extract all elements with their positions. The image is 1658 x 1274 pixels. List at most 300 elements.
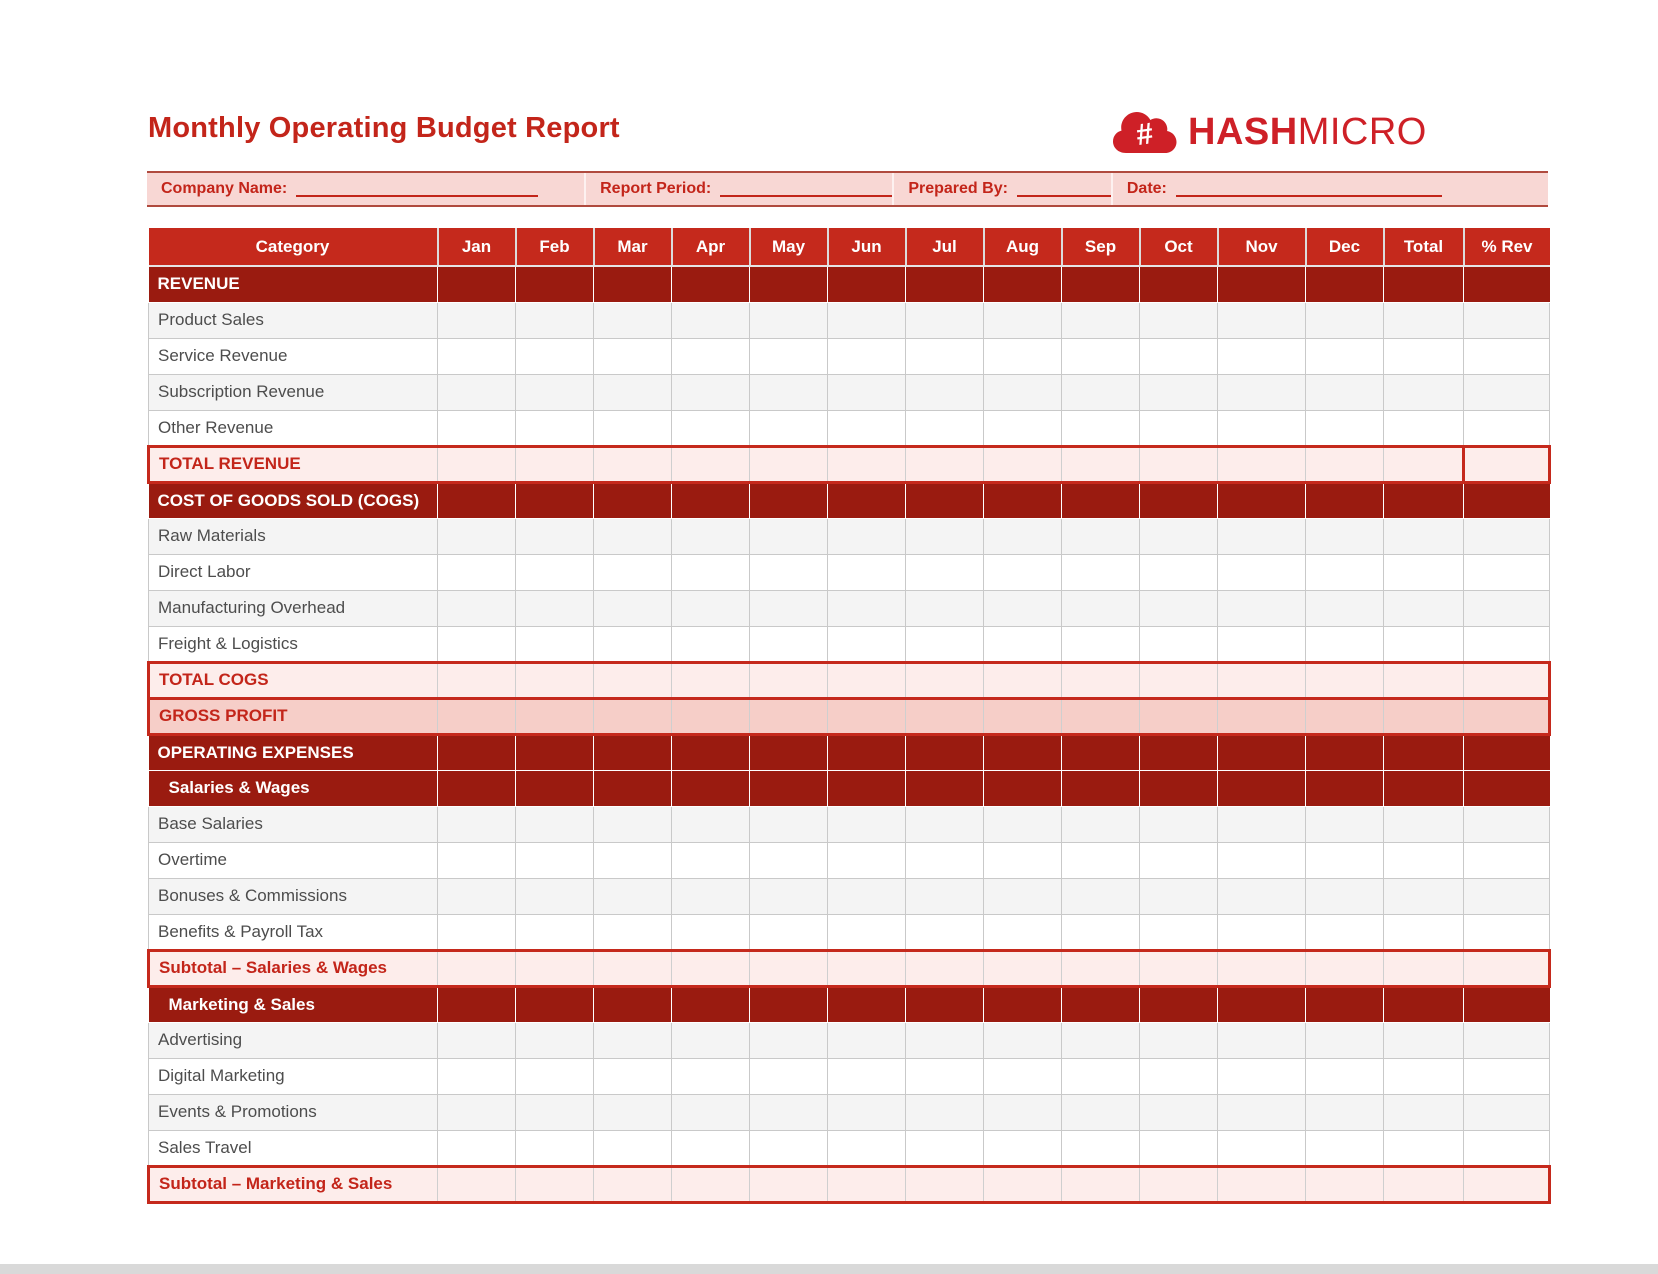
value-cell	[984, 950, 1062, 986]
value-cell	[828, 806, 906, 842]
row-label: Product Sales	[149, 302, 438, 338]
value-cell	[828, 914, 906, 950]
value-cell	[1464, 662, 1550, 698]
value-cell	[438, 302, 516, 338]
value-cell	[672, 410, 750, 446]
value-cell	[438, 878, 516, 914]
value-cell	[594, 302, 672, 338]
value-cell	[672, 518, 750, 554]
value-cell	[672, 914, 750, 950]
row-label: Subtotal – Marketing & Sales	[149, 1166, 438, 1202]
value-cell	[750, 662, 828, 698]
value-cell	[1218, 878, 1306, 914]
value-cell	[828, 950, 906, 986]
value-cell	[594, 1130, 672, 1166]
value-cell	[1384, 986, 1464, 1022]
budget-table	[147, 228, 1551, 1204]
value-cell	[906, 410, 984, 446]
value-cell	[984, 1166, 1062, 1202]
value-cell	[984, 770, 1062, 806]
value-cell	[1306, 662, 1384, 698]
value-cell	[1464, 1022, 1550, 1058]
value-cell	[516, 410, 594, 446]
value-cell	[1464, 950, 1550, 986]
value-cell	[1384, 626, 1464, 662]
row-label: COST OF GOODS SOLD (COGS)	[149, 482, 438, 518]
value-cell	[906, 1022, 984, 1058]
value-cell	[438, 1166, 516, 1202]
table-row-advertising	[149, 1022, 1550, 1058]
value-cell	[1306, 554, 1384, 590]
value-cell	[594, 590, 672, 626]
value-cell	[1464, 1094, 1550, 1130]
value-cell	[750, 266, 828, 302]
value-cell	[594, 374, 672, 410]
value-cell	[1384, 482, 1464, 518]
value-cell	[1464, 986, 1550, 1022]
value-cell	[1218, 1094, 1306, 1130]
value-cell	[1306, 374, 1384, 410]
prepared-by-input[interactable]	[1017, 181, 1111, 197]
value-cell	[1384, 770, 1464, 806]
value-cell	[1140, 626, 1218, 662]
value-cell	[1306, 878, 1384, 914]
value-cell	[1384, 590, 1464, 626]
value-cell	[984, 986, 1062, 1022]
value-cell	[1062, 1058, 1140, 1094]
value-cell	[906, 590, 984, 626]
value-cell	[516, 1166, 594, 1202]
value-cell	[594, 554, 672, 590]
value-cell	[1062, 1022, 1140, 1058]
column-header-jul: Jul	[906, 228, 984, 266]
value-cell	[1218, 266, 1306, 302]
value-cell	[750, 410, 828, 446]
value-cell	[1218, 734, 1306, 770]
value-cell	[1218, 806, 1306, 842]
value-cell	[594, 446, 672, 482]
value-cell	[594, 806, 672, 842]
value-cell	[1306, 1130, 1384, 1166]
table-row-direct-labor	[149, 554, 1550, 590]
value-cell	[1464, 698, 1550, 734]
value-cell	[516, 986, 594, 1022]
column-header-apr: Apr	[672, 228, 750, 266]
column-header--rev: % Rev	[1464, 228, 1550, 266]
value-cell	[438, 662, 516, 698]
value-cell	[906, 842, 984, 878]
value-cell	[1218, 338, 1306, 374]
value-cell	[1062, 770, 1140, 806]
value-cell	[984, 878, 1062, 914]
value-cell	[1464, 374, 1550, 410]
table-row-subtotal-salaries-wages	[149, 950, 1550, 986]
value-cell	[1140, 590, 1218, 626]
value-cell	[594, 338, 672, 374]
value-cell	[906, 698, 984, 734]
value-cell	[1062, 410, 1140, 446]
value-cell	[1218, 698, 1306, 734]
column-header-category: Category	[149, 228, 438, 266]
value-cell	[516, 734, 594, 770]
value-cell	[1464, 338, 1550, 374]
value-cell	[828, 518, 906, 554]
value-cell	[516, 446, 594, 482]
value-cell	[672, 626, 750, 662]
table-row-sales-travel	[149, 1130, 1550, 1166]
table-row-subtotal-marketing-sales	[149, 1166, 1550, 1202]
value-cell	[1140, 266, 1218, 302]
value-cell	[750, 446, 828, 482]
value-cell	[1140, 1022, 1218, 1058]
value-cell	[1464, 1166, 1550, 1202]
table-row-operating-expenses	[149, 734, 1550, 770]
value-cell	[906, 662, 984, 698]
value-cell	[984, 1022, 1062, 1058]
value-cell	[1062, 374, 1140, 410]
value-cell	[906, 1130, 984, 1166]
value-cell	[828, 446, 906, 482]
value-cell	[1306, 842, 1384, 878]
value-cell	[750, 518, 828, 554]
value-cell	[516, 1022, 594, 1058]
value-cell	[750, 986, 828, 1022]
value-cell	[984, 338, 1062, 374]
value-cell	[984, 482, 1062, 518]
value-cell	[1384, 374, 1464, 410]
value-cell	[750, 1022, 828, 1058]
value-cell	[1384, 950, 1464, 986]
value-cell	[516, 590, 594, 626]
value-cell	[672, 842, 750, 878]
value-cell	[438, 482, 516, 518]
report-period-input[interactable]	[720, 181, 892, 197]
value-cell	[672, 950, 750, 986]
value-cell	[1218, 950, 1306, 986]
value-cell	[906, 914, 984, 950]
value-cell	[906, 374, 984, 410]
value-cell	[828, 662, 906, 698]
value-cell	[1140, 518, 1218, 554]
value-cell	[1218, 302, 1306, 338]
value-cell	[438, 914, 516, 950]
value-cell	[750, 878, 828, 914]
value-cell	[906, 1058, 984, 1094]
value-cell	[1062, 662, 1140, 698]
value-cell	[984, 698, 1062, 734]
value-cell	[750, 374, 828, 410]
value-cell	[1218, 662, 1306, 698]
value-cell	[1306, 1166, 1384, 1202]
value-cell	[438, 518, 516, 554]
value-cell	[984, 806, 1062, 842]
row-label: Salaries & Wages	[149, 770, 438, 806]
value-cell	[750, 806, 828, 842]
table-row-base-salaries	[149, 806, 1550, 842]
row-label: Advertising	[149, 1022, 438, 1058]
table-row-digital-marketing	[149, 1058, 1550, 1094]
value-cell	[1384, 698, 1464, 734]
row-label: Base Salaries	[149, 806, 438, 842]
value-cell	[438, 446, 516, 482]
table-row-manufacturing-overhead	[149, 590, 1550, 626]
value-cell	[594, 626, 672, 662]
value-cell	[1464, 518, 1550, 554]
value-cell	[1306, 338, 1384, 374]
value-cell	[438, 590, 516, 626]
row-label: Direct Labor	[149, 554, 438, 590]
value-cell	[672, 986, 750, 1022]
table-row-bonuses-commissions	[149, 878, 1550, 914]
value-cell	[1218, 626, 1306, 662]
svg-text:#: #	[1134, 117, 1156, 153]
value-cell	[1384, 1130, 1464, 1166]
value-cell	[1062, 266, 1140, 302]
value-cell	[1062, 698, 1140, 734]
row-label: Freight & Logistics	[149, 626, 438, 662]
value-cell	[1218, 554, 1306, 590]
value-cell	[750, 1166, 828, 1202]
value-cell	[438, 410, 516, 446]
value-cell	[750, 1058, 828, 1094]
value-cell	[984, 842, 1062, 878]
value-cell	[750, 1094, 828, 1130]
value-cell	[1062, 338, 1140, 374]
value-cell	[594, 1166, 672, 1202]
value-cell	[984, 1094, 1062, 1130]
value-cell	[438, 374, 516, 410]
value-cell	[984, 554, 1062, 590]
value-cell	[1306, 770, 1384, 806]
value-cell	[1306, 806, 1384, 842]
company-name-field	[147, 173, 584, 205]
value-cell	[1062, 302, 1140, 338]
value-cell	[438, 950, 516, 986]
value-cell	[750, 914, 828, 950]
value-cell	[1384, 302, 1464, 338]
column-header-sep: Sep	[1062, 228, 1140, 266]
row-label: OPERATING EXPENSES	[149, 734, 438, 770]
value-cell	[516, 698, 594, 734]
value-cell	[1140, 1094, 1218, 1130]
column-header-mar: Mar	[594, 228, 672, 266]
table-row-other-revenue	[149, 410, 1550, 446]
value-cell	[1306, 302, 1384, 338]
value-cell	[672, 770, 750, 806]
row-label: Digital Marketing	[149, 1058, 438, 1094]
value-cell	[1140, 338, 1218, 374]
value-cell	[1464, 878, 1550, 914]
value-cell	[828, 1022, 906, 1058]
value-cell	[828, 1094, 906, 1130]
value-cell	[594, 266, 672, 302]
row-label: Subscription Revenue	[149, 374, 438, 410]
value-cell	[750, 1130, 828, 1166]
value-cell	[1384, 1022, 1464, 1058]
value-cell	[828, 338, 906, 374]
table-row-total-revenue	[149, 446, 1550, 482]
value-cell	[672, 374, 750, 410]
value-cell	[1062, 1166, 1140, 1202]
value-cell	[516, 806, 594, 842]
value-cell	[438, 698, 516, 734]
value-cell	[1218, 590, 1306, 626]
value-cell	[594, 482, 672, 518]
table-row-overtime	[149, 842, 1550, 878]
value-cell	[906, 626, 984, 662]
value-cell	[1140, 482, 1218, 518]
value-cell	[1062, 878, 1140, 914]
value-cell	[984, 446, 1062, 482]
value-cell	[1062, 1130, 1140, 1166]
row-label: Events & Promotions	[149, 1094, 438, 1130]
value-cell	[1140, 842, 1218, 878]
row-label: TOTAL COGS	[149, 662, 438, 698]
value-cell	[438, 1094, 516, 1130]
table-row-product-sales	[149, 302, 1550, 338]
value-cell	[1218, 1058, 1306, 1094]
value-cell	[906, 446, 984, 482]
value-cell	[828, 1130, 906, 1166]
table-row-gross-profit	[149, 698, 1550, 734]
value-cell	[1140, 410, 1218, 446]
value-cell	[1218, 1130, 1306, 1166]
value-cell	[750, 554, 828, 590]
value-cell	[594, 662, 672, 698]
report-period-field	[584, 173, 892, 205]
value-cell	[1464, 590, 1550, 626]
value-cell	[1384, 842, 1464, 878]
table-row-total-cogs	[149, 662, 1550, 698]
value-cell	[1140, 806, 1218, 842]
company-name-input[interactable]	[296, 181, 538, 197]
value-cell	[1218, 914, 1306, 950]
value-cell	[750, 842, 828, 878]
row-label: REVENUE	[149, 266, 438, 302]
value-cell	[906, 806, 984, 842]
value-cell	[438, 626, 516, 662]
value-cell	[1464, 806, 1550, 842]
date-label: Date:	[1126, 180, 1167, 197]
value-cell	[672, 1058, 750, 1094]
table-row-events-promotions	[149, 1094, 1550, 1130]
value-cell	[906, 302, 984, 338]
value-cell	[1140, 950, 1218, 986]
value-cell	[672, 662, 750, 698]
value-cell	[750, 770, 828, 806]
value-cell	[516, 662, 594, 698]
value-cell	[516, 1130, 594, 1166]
table-row-subscription-revenue	[149, 374, 1550, 410]
value-cell	[1062, 986, 1140, 1022]
value-cell	[1306, 986, 1384, 1022]
value-cell	[906, 1166, 984, 1202]
value-cell	[1384, 1094, 1464, 1130]
value-cell	[1306, 734, 1384, 770]
value-cell	[750, 734, 828, 770]
value-cell	[1384, 662, 1464, 698]
value-cell	[828, 554, 906, 590]
value-cell	[984, 374, 1062, 410]
value-cell	[750, 302, 828, 338]
row-label: Raw Materials	[149, 518, 438, 554]
value-cell	[516, 950, 594, 986]
value-cell	[1306, 626, 1384, 662]
value-cell	[828, 302, 906, 338]
value-cell	[1218, 518, 1306, 554]
row-label: Benefits & Payroll Tax	[149, 914, 438, 950]
logo-hash-text: HASH	[1188, 110, 1298, 153]
value-cell	[1306, 482, 1384, 518]
value-cell	[1384, 410, 1464, 446]
value-cell	[828, 1058, 906, 1094]
value-cell	[594, 914, 672, 950]
value-cell	[984, 914, 1062, 950]
table-row-raw-materials	[149, 518, 1550, 554]
value-cell	[1140, 554, 1218, 590]
value-cell	[516, 914, 594, 950]
row-label: Overtime	[149, 842, 438, 878]
value-cell	[594, 770, 672, 806]
value-cell	[906, 770, 984, 806]
value-cell	[828, 482, 906, 518]
value-cell	[984, 410, 1062, 446]
value-cell	[438, 1058, 516, 1094]
value-cell	[1218, 1166, 1306, 1202]
value-cell	[438, 770, 516, 806]
value-cell	[594, 950, 672, 986]
date-field	[1111, 173, 1548, 205]
prepared-by-field	[892, 173, 1111, 205]
value-cell	[438, 338, 516, 374]
value-cell	[594, 986, 672, 1022]
value-cell	[1062, 482, 1140, 518]
value-cell	[1384, 446, 1464, 482]
value-cell	[1140, 734, 1218, 770]
value-cell	[1306, 1094, 1384, 1130]
value-cell	[1384, 734, 1464, 770]
value-cell	[1140, 1130, 1218, 1166]
row-label: Bonuses & Commissions	[149, 878, 438, 914]
value-cell	[906, 554, 984, 590]
value-cell	[906, 338, 984, 374]
value-cell	[594, 1022, 672, 1058]
value-cell	[1062, 806, 1140, 842]
value-cell	[594, 698, 672, 734]
value-cell	[594, 410, 672, 446]
value-cell	[594, 1094, 672, 1130]
value-cell	[516, 374, 594, 410]
row-label: Subtotal – Salaries & Wages	[149, 950, 438, 986]
value-cell	[672, 878, 750, 914]
value-cell	[516, 482, 594, 518]
value-cell	[906, 950, 984, 986]
value-cell	[1306, 1058, 1384, 1094]
value-cell	[1464, 266, 1550, 302]
column-header-jan: Jan	[438, 228, 516, 266]
value-cell	[1464, 734, 1550, 770]
logo-micro-text: MICRO	[1297, 110, 1427, 153]
value-cell	[1464, 554, 1550, 590]
value-cell	[438, 986, 516, 1022]
value-cell	[1306, 266, 1384, 302]
column-header-oct: Oct	[1140, 228, 1218, 266]
value-cell	[1140, 914, 1218, 950]
value-cell	[516, 1094, 594, 1130]
column-header-feb: Feb	[516, 228, 594, 266]
date-input[interactable]	[1176, 181, 1442, 197]
value-cell	[516, 878, 594, 914]
